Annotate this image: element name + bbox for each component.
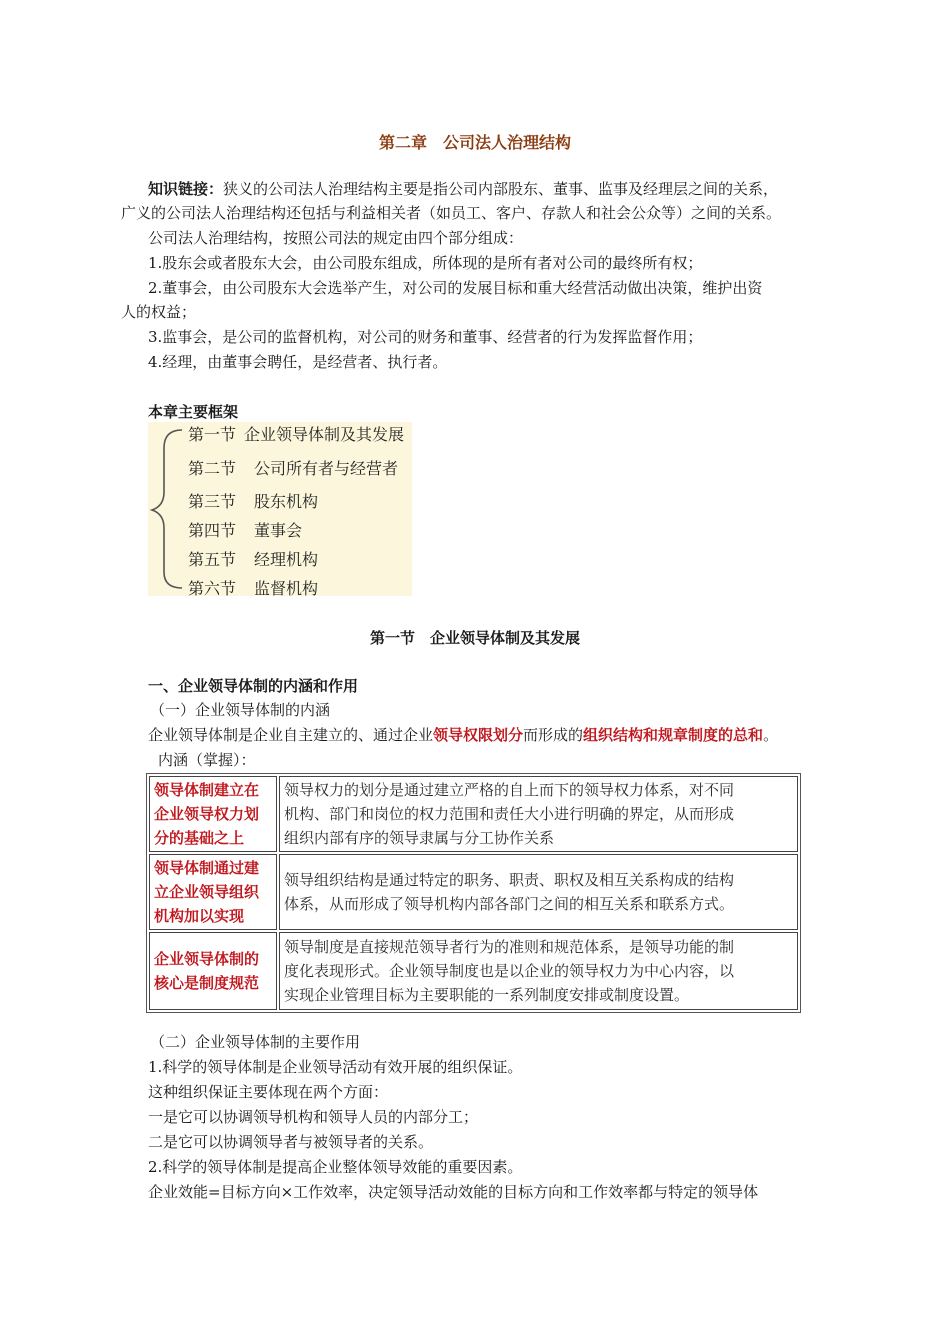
intro-label: 知识链接： <box>148 180 224 198</box>
role-para-5: 2.科学的领导体制是提高企业整体领导效能的重要因素。 <box>148 1158 523 1176</box>
framework-item-2: 第二节 公司所有者与经营者 <box>188 459 399 478</box>
table-value-cell: 领导权力的划分是通过建立严格的自上而下的领导权力体系，对不同 机构、部门和岗位的权力范围和责任大小进行明确的界定，从而形成 组织内部有序的领导隶属与分工协作关系 <box>279 776 798 852</box>
framework-item-4: 第四节 董事会 <box>188 521 303 540</box>
table-value-cell: 领导制度是直接规范领导者行为的准则和规范体系，是领导功能的制 度化表现形式。企业领导制度也是以企业的领导权力为中心内容，以 实现企业管理目标为主要职能的一系列制度安排或制度设置。 <box>279 932 798 1010</box>
heading-1: 一、企业领导体制的内涵和作用 <box>148 677 359 695</box>
connotation-table <box>146 773 801 1013</box>
role-para-6: 企业效能=目标方向×工作效率，决定领导活动效能的目标方向和工作效率都与特定的领导体 <box>148 1183 759 1201</box>
role-para-3: 一是它可以协调领导机构和领导人员的内部分工； <box>148 1108 479 1126</box>
role-para-4: 二是它可以协调领导者与被领导者的关系。 <box>148 1133 434 1151</box>
connotation-label: 内涵（掌握）： <box>158 751 256 769</box>
intro-item-2b: 人的权益； <box>121 303 197 321</box>
intro-line-1 <box>148 177 778 201</box>
table-key-cell: 领导体制通过建 立企业领导组织 机构加以实现 <box>149 854 277 930</box>
framework-item-3: 第三节 股东机构 <box>188 492 319 511</box>
subheading-2: （二）企业领导体制的主要作用 <box>150 1033 361 1051</box>
definition-line: 企业领导体制是企业自主建立的、通过企业领导权限划分而形成的组织结构和规章制度的总和。 <box>148 726 779 744</box>
intro-item-2a: 2.董事会，由公司股东大会选举产生，对公司的发展目标和重大经营活动做出决策，维护出资 <box>148 279 763 297</box>
intro-item-4: 4.经理，由董事会聘任，是经营者、执行者。 <box>148 353 448 371</box>
table-row <box>149 854 798 930</box>
framework-item-5: 第五节 经理机构 <box>188 550 319 569</box>
highlight-org-structure: 组织结构和规章制度的总和 <box>583 726 764 744</box>
framework-diagram <box>148 422 412 596</box>
role-para-2: 这种组织保证主要体现在两个方面： <box>148 1083 389 1101</box>
table-key-cell: 领导体制建立在 企业领导权力划 分的基础之上 <box>149 776 277 852</box>
intro-line-3: 公司法人治理结构，按照公司法的规定由四个部分组成： <box>148 229 524 247</box>
table-row <box>149 776 798 852</box>
section-title: 第一节 企业领导体制及其发展 <box>369 629 580 647</box>
framework-item-6: 第六节 监督机构 <box>188 579 319 598</box>
table-value-cell: 领导组织结构是通过特定的职务、职责、职权及相互关系构成的结构 体系，从而形成了领导机构内部各部门之间的相互关系和联系方式。 <box>279 854 798 930</box>
highlight-authority-division: 领导权限划分 <box>433 726 524 744</box>
framework-heading: 本章主要框架 <box>148 403 239 421</box>
framework-item-1: 第一节 企业领导体制及其发展 <box>188 425 405 444</box>
table-row <box>149 932 798 1010</box>
chapter-title: 第二章 公司法人治理结构 <box>378 133 571 152</box>
left-brace-icon <box>148 422 188 596</box>
role-para-1: 1.科学的领导体制是企业领导活动有效开展的组织保证。 <box>148 1058 523 1076</box>
intro-item-1: 1.股东会或者股东大会，由公司股东组成，所体现的是所有者对公司的最终所有权； <box>148 254 703 272</box>
table-key-cell: 企业领导体制的 核心是制度规范 <box>149 932 277 1010</box>
subheading-1: （一）企业领导体制的内涵 <box>150 701 331 719</box>
intro-line-2: 广义的公司法人治理结构还包括与利益相关者（如员工、客户、存款人和社会公众等）之间的关系。 <box>121 204 782 222</box>
intro-text-1: 狭义的公司法人治理结构主要是指公司内部股东、董事、监事及经理层之间的关系， <box>223 180 779 198</box>
intro-item-3: 3.监事会，是公司的监督机构，对公司的财务和董事、经营者的行为发挥监督作用； <box>148 328 703 346</box>
